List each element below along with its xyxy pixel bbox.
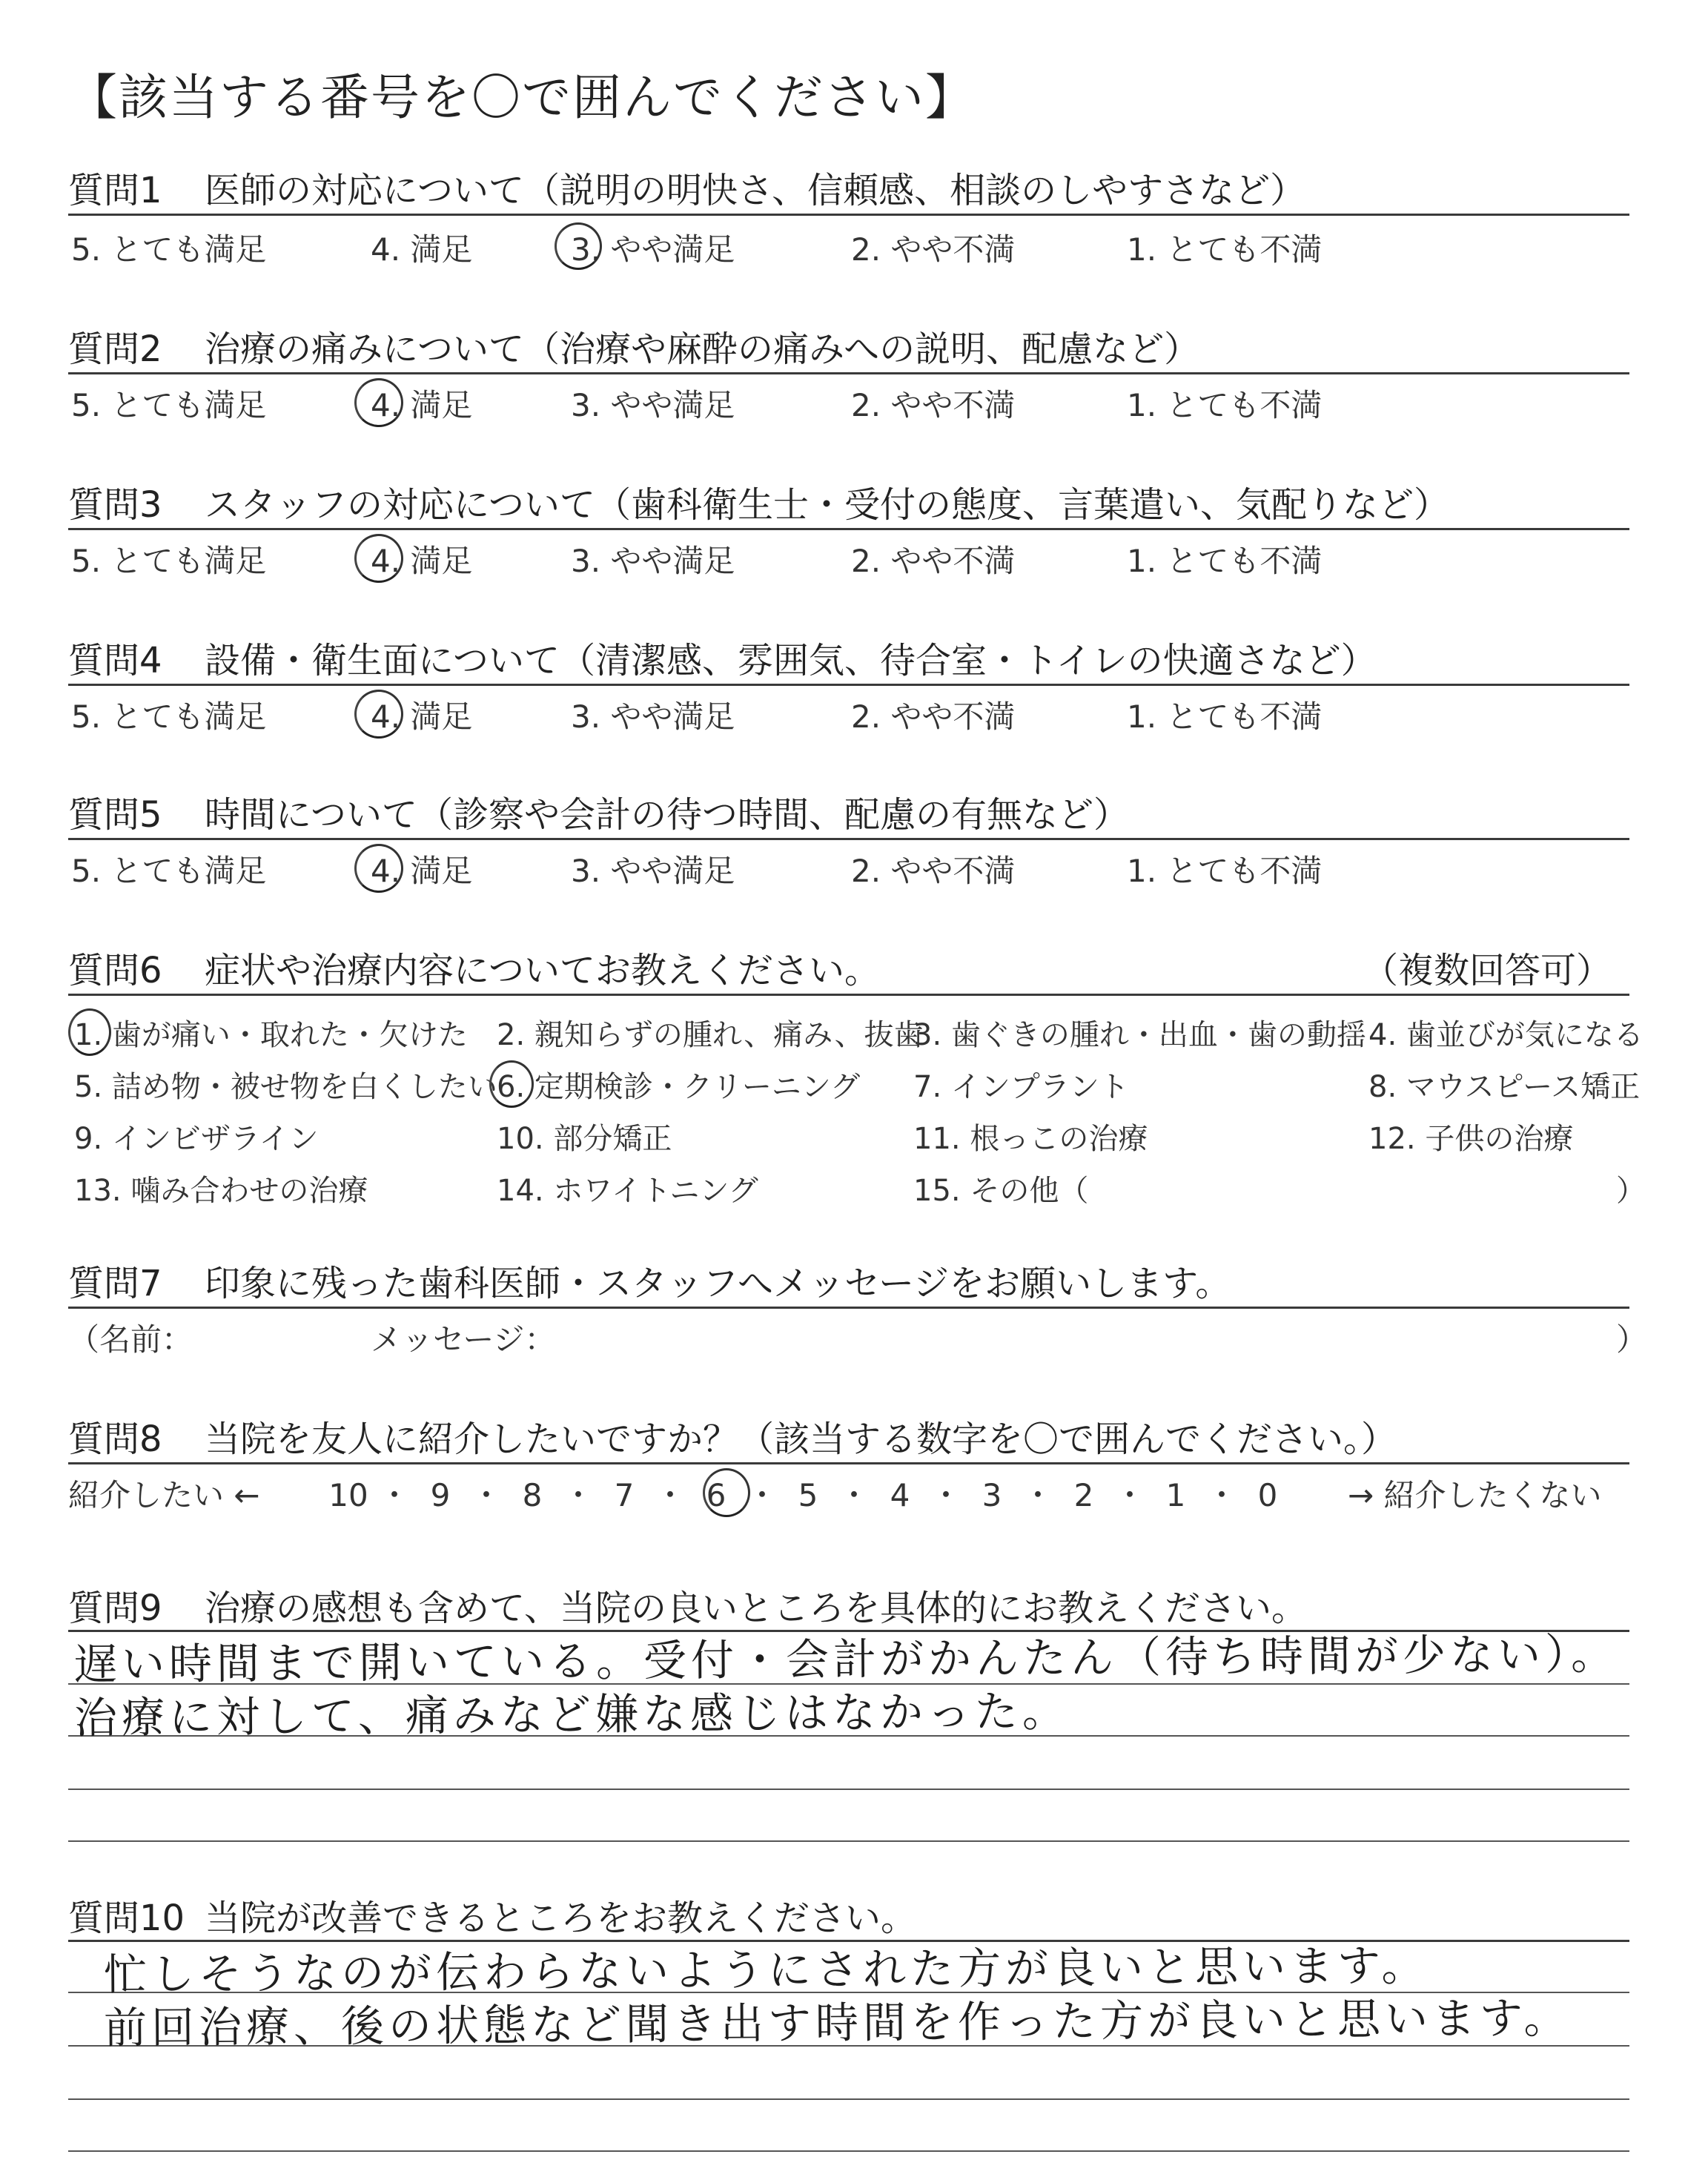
q6-option-6[interactable]: 6. 定期検診・クリーニング [497,1070,861,1104]
q3-option-1[interactable]: 1. とても不満 [1127,543,1323,579]
question-9-text: 治療の感想も含めて、当院の良いところを具体的にお教えください。 [205,1588,1308,1629]
q8-scale-10[interactable]: 10 [328,1477,368,1513]
q7-close-paren: ） [1616,1321,1648,1358]
q8-scale-4[interactable]: 4 [890,1477,910,1513]
q8-dot: ・ [562,1477,594,1513]
q10-answer-line-1[interactable]: 忙しそうなのが伝わらないようにされた方が良いと思います。 [103,1940,1429,2000]
question-1-rule [68,214,1629,216]
q8-left-label: 紹介したい ← [68,1477,260,1513]
q4-selection-circle [354,690,403,739]
question-4-heading [68,632,1377,683]
question-10-heading [68,1889,916,1941]
q10-answer-line-2[interactable]: 前回治療、後の状態など聞き出す時間を作った方が良いと思います。 [103,1992,1572,2053]
q5-option-1[interactable]: 1. とても不満 [1127,853,1323,889]
q8-dot: ・ [1022,1477,1053,1513]
q6-other-close-paren: ） [1616,1174,1646,1208]
q8-scale-6[interactable]: 6 [706,1477,726,1513]
q7-name-label: （名前： [68,1321,193,1358]
question-8-text: 当院を友人に紹介したいですか？（該当する数字を〇で囲んでください。） [205,1418,1397,1460]
q8-dot: ・ [470,1477,502,1513]
q8-scale-5[interactable]: 5 [798,1477,818,1513]
question-2-label: 質問2 [68,328,162,370]
q8-scale-1[interactable]: 1 [1165,1477,1186,1513]
page-title: 【該当する番号を〇で囲んでください】 [68,69,976,126]
q1-selection-circle [555,222,602,270]
question-6-text: 症状や治療内容についてお教えください。 [205,950,881,991]
q8-dot: ・ [746,1477,778,1513]
question-5-label: 質問5 [68,794,162,836]
question-10-label: 質問10 [68,1898,185,1939]
q3-option-2[interactable]: 2. やや不満 [851,543,1016,579]
q6-option-7[interactable]: 7. インプラント [913,1070,1129,1104]
q3-selection-circle [354,534,403,583]
q8-scale-0[interactable]: 0 [1257,1477,1278,1513]
q2-option-5[interactable]: 5. とても満足 [71,387,267,423]
q1-option-3[interactable]: 3. やや満足 [571,231,735,268]
q6-option-5[interactable]: 5. 詰め物・被せ物を白くしたい [74,1070,497,1104]
question-7-rule [68,1307,1629,1309]
q3-option-3[interactable]: 3. やや満足 [571,543,735,579]
q6-option-4[interactable]: 4. 歯並びが気になる [1368,1018,1644,1052]
q6-selection-circle-6 [489,1060,534,1108]
q9-answer-line-2[interactable]: 治療に対して、痛みなど嫌な感じはなかった。 [73,1685,1070,1743]
question-4-label: 質問4 [68,640,162,681]
q5-selection-circle [354,844,403,893]
question-6-note: （複数回答可） [1363,950,1612,991]
q8-dot: ・ [930,1477,961,1513]
q1-option-2[interactable]: 2. やや不満 [851,231,1016,268]
q5-option-3[interactable]: 3. やや満足 [571,853,735,889]
q1-option-5[interactable]: 5. とても満足 [71,231,267,268]
q10-answer-line [68,2098,1629,2100]
q5-option-4[interactable]: 4. 満足 [371,853,473,889]
q6-selection-circle-1 [68,1008,111,1056]
question-7-label: 質問7 [68,1263,162,1304]
q5-option-2[interactable]: 2. やや不満 [851,853,1016,889]
q4-option-2[interactable]: 2. やや不満 [851,698,1016,735]
q8-dot: ・ [838,1477,870,1513]
q6-option-2[interactable]: 2. 親知らずの腫れ、痛み、抜歯 [497,1018,924,1052]
q8-dot: ・ [378,1477,410,1513]
question-1-heading [68,162,1305,213]
q2-option-2[interactable]: 2. やや不満 [851,387,1016,423]
q6-option-1[interactable]: 1. 歯が痛い・取れた・欠けた [74,1018,468,1052]
question-6-heading [68,942,880,993]
question-7-heading [68,1255,1231,1306]
question-5-rule [68,838,1629,840]
question-5-text: 時間について（診察や会計の待つ時間、配慮の有無など） [205,794,1130,836]
question-3-rule [68,528,1629,530]
q8-dot: ・ [1205,1477,1237,1513]
q1-option-4[interactable]: 4. 満足 [371,231,473,268]
q7-message-label: メッセージ： [371,1321,556,1358]
question-7-text: 印象に残った歯科医師・スタッフへメッセージをお願いします。 [205,1263,1231,1304]
question-8-rule [68,1462,1629,1464]
q6-option-14[interactable]: 14. ホワイトニング [497,1174,758,1208]
q5-option-5[interactable]: 5. とても満足 [71,853,267,889]
q9-answer-line-1[interactable]: 遅い時間まで開いている。受付・会計がかんたん（待ち時間が少ない）。 [73,1628,1619,1690]
q8-right-label: → 紹介したくない [1348,1477,1602,1513]
question-8-label: 質問8 [68,1418,162,1460]
q2-option-1[interactable]: 1. とても不満 [1127,387,1323,423]
q8-scale-8[interactable]: 8 [522,1477,543,1513]
q9-answer-line [68,1840,1629,1842]
q4-option-4[interactable]: 4. 満足 [371,698,473,735]
question-9-label: 質問9 [68,1588,162,1629]
q8-scale-9[interactable]: 9 [430,1477,451,1513]
question-4-rule [68,684,1629,686]
q2-option-3[interactable]: 3. やや満足 [571,387,735,423]
question-10-text: 当院が改善できるところをお教えください。 [205,1898,917,1939]
question-3-label: 質問3 [68,484,162,526]
q6-option-15[interactable]: 15. その他（ [913,1174,1089,1208]
q10-answer-line [68,2150,1629,2152]
q8-scale-3[interactable]: 3 [982,1477,1002,1513]
question-4-text: 設備・衛生面について（清潔感、雰囲気、待合室・トイレの快適さなど） [205,640,1377,681]
question-2-rule [68,372,1629,374]
q6-option-12[interactable]: 12. 子供の治療 [1368,1122,1574,1156]
question-1-label: 質問1 [68,170,162,211]
q8-dot: ・ [1113,1477,1145,1513]
q1-option-1[interactable]: 1. とても不満 [1127,231,1323,268]
q6-option-13[interactable]: 13. 噛み合わせの治療 [74,1174,368,1208]
q8-dot: ・ [654,1477,686,1513]
question-6-label: 質問6 [68,950,162,991]
question-3-heading [68,476,1449,527]
q4-option-5[interactable]: 5. とても満足 [71,698,267,735]
question-6-rule [68,994,1629,996]
q9-answer-line [68,1789,1629,1790]
question-3-text: スタッフの対応について（歯科衛生士・受付の態度、言葉遣い、気配りなど） [205,484,1450,526]
q3-option-5[interactable]: 5. とても満足 [71,543,267,579]
q8-scale [326,1471,1290,1516]
question-2-text: 治療の痛みについて（治療や麻酔の痛みへの説明、配慮など） [205,328,1200,370]
q6-option-3[interactable]: 3. 歯ぐきの腫れ・出血・歯の動揺 [913,1018,1366,1052]
q2-option-4[interactable]: 4. 満足 [371,387,473,423]
question-8-heading [68,1410,1397,1462]
q8-selection-circle [703,1468,750,1517]
q6-option-10[interactable]: 10. 部分矯正 [497,1122,672,1156]
question-2-heading [68,320,1199,371]
question-1-text: 医師の対応について（説明の明快さ、信頼感、相談のしやすさなど） [205,170,1306,211]
q3-option-4[interactable]: 4. 満足 [371,543,473,579]
q4-option-1[interactable]: 1. とても不満 [1127,698,1323,735]
q8-scale-2[interactable]: 2 [1073,1477,1094,1513]
q6-option-9[interactable]: 9. インビザライン [74,1122,319,1156]
q6-option-8[interactable]: 8. マウスピース矯正 [1368,1070,1641,1104]
q2-selection-circle [354,378,403,427]
q4-option-3[interactable]: 3. やや満足 [571,698,735,735]
q8-scale-7[interactable]: 7 [614,1477,635,1513]
q6-option-11[interactable]: 11. 根っこの治療 [913,1122,1148,1156]
question-5-heading [68,786,1129,837]
